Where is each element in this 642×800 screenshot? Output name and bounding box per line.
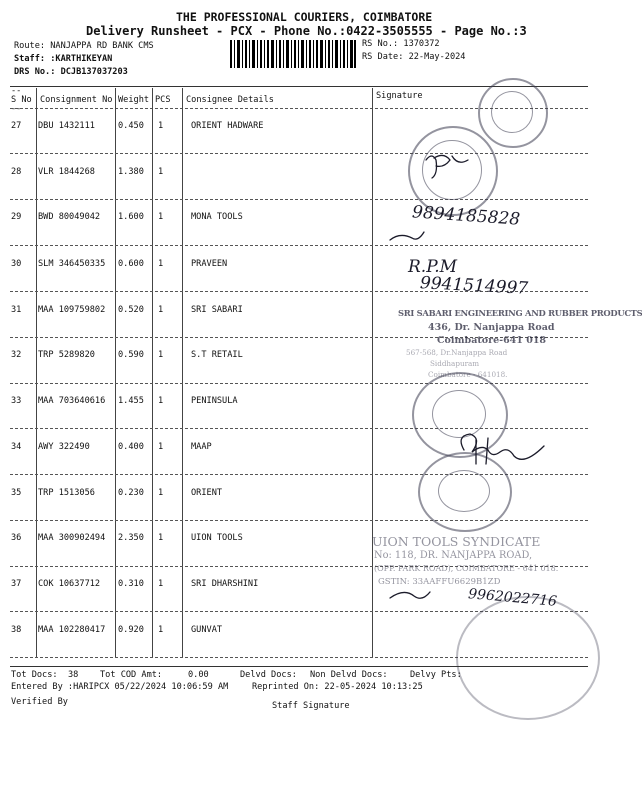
row-consignee: SRI SABARI: [191, 305, 243, 315]
delvy-pts-label: Delvy Pts:: [410, 670, 462, 680]
col-weight: Weight: [118, 95, 150, 105]
row-sno: 37: [11, 579, 22, 589]
row-sno: 38: [11, 625, 22, 635]
row-consignment: MAA 102280417: [38, 625, 106, 635]
uion-stamp-city: (OPP. PARK ROAD), COIMBATORE - 641 018.: [374, 564, 559, 573]
row-consignee: GUNVAT: [191, 625, 223, 635]
row-weight: 0.450: [118, 121, 144, 131]
rs-date: RS Date: 22-May-2024: [362, 52, 466, 62]
uion-stamp-gst: GSTIN: 33AAFFU6629B1ZD: [378, 577, 501, 587]
uion-stamp-address: No: 118, DR. NANJAPPA ROAD,: [374, 550, 533, 561]
handwritten-name: R.P.M: [408, 257, 458, 277]
non-delvd-docs-label: Non Delvd Docs:: [310, 670, 388, 680]
runsheet-title: Delivery Runsheet - PCX - Phone No.:0422-3505555 - Page No.:3: [86, 24, 527, 38]
row-pcs: 1: [158, 488, 164, 498]
grid-line: [182, 88, 183, 658]
col-signature: Signature: [376, 91, 423, 101]
tot-cod-value: 0.00: [188, 670, 209, 680]
row-consignment: SLM 346450335: [38, 259, 106, 269]
grid-line: [152, 88, 153, 658]
row-consignee: PENINSULA: [191, 396, 238, 406]
grid-line: [115, 88, 116, 658]
sri-sabari-stamp-address: 436, Dr. Nanjappa Road: [428, 322, 555, 333]
staff-signature: Staff Signature: [272, 701, 350, 711]
row-pcs: 1: [158, 167, 164, 177]
row-sno: 28: [11, 167, 22, 177]
row-consignment: MAA 109759802: [38, 305, 106, 315]
barcode: [230, 40, 356, 68]
table-header-marker: --: [11, 86, 22, 96]
row-sno: 34: [11, 442, 22, 452]
row-sno: 36: [11, 533, 22, 543]
row-consignment: COK 10637712: [38, 579, 101, 589]
row-weight: 1.380: [118, 167, 144, 177]
col-sno: S No: [11, 95, 32, 105]
row-consignee: S.T RETAIL: [191, 350, 243, 360]
row-consignee: ORIENT HADWARE: [191, 121, 264, 131]
staff-label: Staff: :KARTHIKEYAN: [14, 54, 113, 64]
reprinted-on: Reprinted On: 22-05-2024 10:13:25: [252, 682, 423, 692]
entered-by: Entered By :HARIPCX 05/22/2024 10:06:59 AM: [11, 682, 229, 692]
row-consignee: SRI DHARSHINI: [191, 579, 259, 589]
row-consignment: TRP 1513056: [38, 488, 95, 498]
row-weight: 0.520: [118, 305, 144, 315]
row-sno: 29: [11, 212, 22, 222]
row-pcs: 1: [158, 259, 164, 269]
handwritten-phone: 9962022716: [467, 586, 558, 610]
row-pcs: 1: [158, 350, 164, 360]
row-sno: 30: [11, 259, 22, 269]
row-consignee: PRAVEEN: [191, 259, 228, 269]
row-pcs: 1: [158, 212, 164, 222]
row-weight: 2.350: [118, 533, 144, 543]
row-consignment: VLR 1844268: [38, 167, 95, 177]
col-consignee: Consignee Details: [186, 95, 274, 105]
footer-rule: [10, 666, 588, 667]
row-sno: 27: [11, 121, 22, 131]
row-weight: 1.455: [118, 396, 144, 406]
tot-cod-label: Tot COD Amt:: [100, 670, 163, 680]
row-consignment: AWY 322490: [38, 442, 90, 452]
col-pcs: PCS: [155, 95, 171, 105]
row-pcs: 1: [158, 442, 164, 452]
table-header-marker: --: [11, 104, 22, 114]
verified-by: Verified By: [11, 697, 68, 707]
row-weight: 0.310: [118, 579, 144, 589]
grid-line: [36, 88, 37, 658]
row-sno: 31: [11, 305, 22, 315]
tot-docs-label: Tot Docs:: [11, 670, 58, 680]
row-weight: 0.600: [118, 259, 144, 269]
sri-sabari-stamp-name: SRI SABARI ENGINEERING AND RUBBER PRODUCTS: [398, 308, 642, 318]
drs-number: DRS No.: DCJB137037203: [14, 67, 128, 77]
st-retail-stamp-address: 567-568, Dr.Nanjappa Road: [406, 348, 508, 357]
handwritten-phone: 9941514997: [419, 273, 529, 299]
handwritten-phone: 9894185828: [411, 202, 521, 230]
row-consignee: MONA TOOLS: [191, 212, 243, 222]
row-consignment: DBU 1432111: [38, 121, 95, 131]
row-consignee: UION TOOLS: [191, 533, 243, 543]
sri-sabari-stamp-city: Coimbatore-641 018: [437, 335, 547, 346]
uion-stamp-name: UION TOOLS SYNDICATE: [372, 534, 541, 549]
row-sno: 33: [11, 396, 22, 406]
st-retail-stamp-city: Coimbatore - 641018.: [428, 370, 508, 379]
row-weight: 0.400: [118, 442, 144, 452]
col-consignment: Consignment No: [40, 95, 113, 105]
row-pcs: 1: [158, 579, 164, 589]
row-consignee: MAAP: [191, 442, 212, 452]
row-weight: 0.590: [118, 350, 144, 360]
row-weight: 1.600: [118, 212, 144, 222]
row-weight: 0.230: [118, 488, 144, 498]
row-pcs: 1: [158, 121, 164, 131]
row-consignment: TRP 5289820: [38, 350, 95, 360]
company-name: THE PROFESSIONAL COURIERS, COIMBATORE: [176, 10, 433, 24]
tot-docs-value: 38: [68, 670, 79, 680]
delvd-docs-label: Delvd Docs:: [240, 670, 297, 680]
row-weight: 0.920: [118, 625, 144, 635]
row-pcs: 1: [158, 396, 164, 406]
row-consignment: MAA 300902494: [38, 533, 106, 543]
route-label: Route: NANJAPPA RD BANK CMS: [14, 41, 154, 51]
row-consignment: BWD 80049042: [38, 212, 101, 222]
row-pcs: 1: [158, 625, 164, 635]
row-consignment: MAA 703640616: [38, 396, 106, 406]
rs-number: RS No.: 1370372: [362, 39, 440, 49]
row-pcs: 1: [158, 533, 164, 543]
row-sno: 35: [11, 488, 22, 498]
row-sno: 32: [11, 350, 22, 360]
st-retail-stamp-area: Siddhapuram: [430, 359, 480, 368]
row-consignee: ORIENT: [191, 488, 223, 498]
orient-stamp-inner: [491, 91, 533, 133]
row-pcs: 1: [158, 305, 164, 315]
